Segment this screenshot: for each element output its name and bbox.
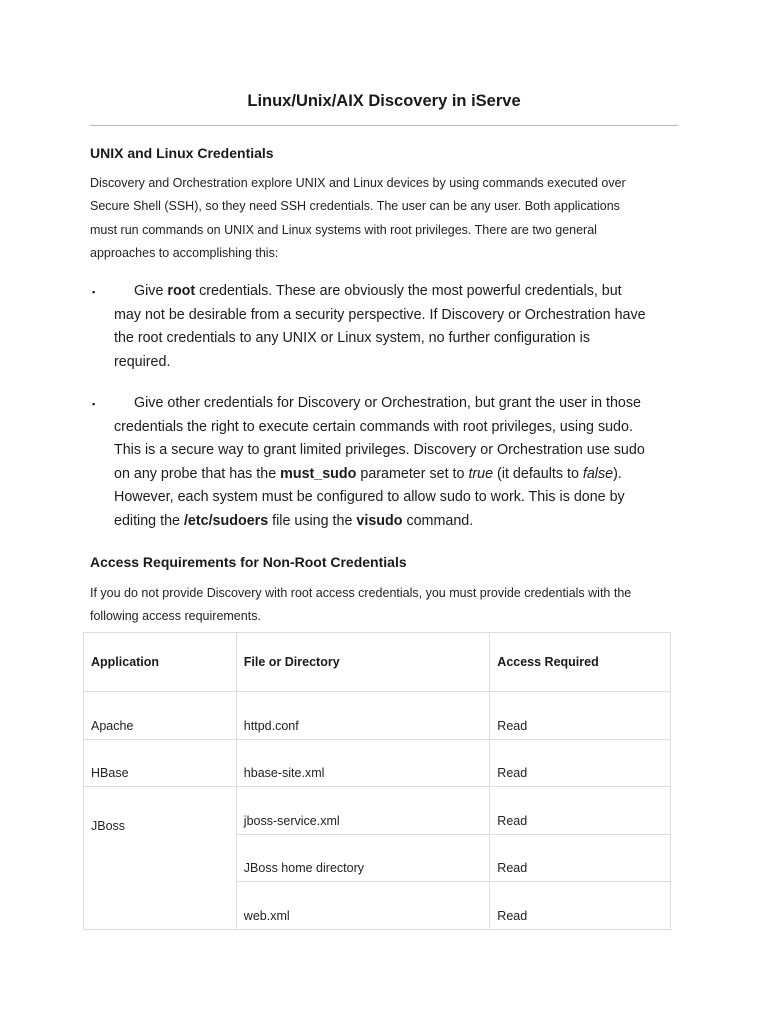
bold-etc-sudoers: /etc/sudoers bbox=[183, 512, 269, 529]
cell-file: JBoss home directory bbox=[236, 834, 490, 882]
table-row bbox=[84, 739, 671, 787]
cell-access: Read bbox=[490, 834, 671, 882]
paragraph-line: Discovery and Orchestration explore UNIX and Linux devices by using commands executed over bbox=[90, 176, 626, 190]
cell-application: JBoss bbox=[84, 787, 237, 930]
paragraph-line: following access requirements. bbox=[90, 609, 261, 624]
cell-file: web.xml bbox=[236, 882, 490, 930]
access-requirements-table bbox=[83, 632, 671, 930]
italic-false: false bbox=[582, 465, 614, 482]
cell-file: jboss-service.xml bbox=[236, 787, 490, 835]
credentials-intro-paragraph bbox=[90, 172, 680, 265]
bullet-square-icon: ▪ bbox=[92, 399, 96, 409]
cell-access: Read bbox=[490, 739, 671, 787]
paragraph-line: If you do not provide Discovery with root access credentials, you must provide credentials with the bbox=[90, 586, 632, 600]
page-title: Linux/Unix/AIX Discovery in iServe bbox=[247, 92, 521, 110]
bold-visudo: visudo bbox=[356, 512, 403, 529]
list-item-text: Give other credentials for Discovery or Orchestration, but grant the user in those credentials the right to execute certain commands with root privileges, using sudo. This is a secure way to grant limited privileges. Discovery or Orchestration use sudo on any probe that has the must_sudo parameter set to true (it defaults to false). However, each system must be configured to allow sudo to work. This is done by editing the /etc/sudoers file using the visudo command. bbox=[114, 395, 645, 529]
cell-file: httpd.conf bbox=[236, 692, 490, 740]
cell-access: Read bbox=[490, 787, 671, 835]
cell-application: Apache bbox=[84, 692, 237, 740]
table-row bbox=[84, 787, 671, 835]
paragraph-line: must run commands on UNIX and Linux systems with root privileges. There are two general bbox=[90, 222, 597, 237]
section-heading-credentials: UNIX and Linux Credentials bbox=[90, 145, 274, 161]
paragraph-line: approaches to accomplishing this: bbox=[90, 245, 279, 260]
title-divider bbox=[90, 125, 678, 126]
cell-access: Read bbox=[490, 692, 671, 740]
table-header-row bbox=[84, 633, 671, 692]
access-intro-paragraph bbox=[90, 582, 680, 629]
bold-root: root bbox=[167, 283, 196, 299]
table-row bbox=[84, 692, 671, 740]
italic-true: true bbox=[468, 465, 494, 482]
list-item-text: Give root credentials. These are obviously the most powerful credentials, but may not be desirable from a security perspective. If Discovery or Orchestration have the root credentials to any UNIX or Linux system, no further configuration is required. bbox=[114, 283, 646, 370]
cell-access: Read bbox=[490, 882, 671, 930]
column-header-file: File or Directory bbox=[236, 633, 490, 692]
paragraph-line: Secure Shell (SSH), so they need SSH credentials. The user can be any user. Both applications bbox=[90, 199, 620, 214]
bullet-square-icon: ▪ bbox=[92, 287, 96, 297]
column-header-application: Application bbox=[84, 633, 237, 692]
bold-must-sudo: must_sudo bbox=[280, 465, 357, 482]
cell-application: HBase bbox=[84, 739, 237, 787]
column-header-access: Access Required bbox=[490, 633, 671, 692]
cell-file: hbase-site.xml bbox=[236, 739, 490, 787]
section-heading-access-requirements: Access Requirements for Non-Root Credentials bbox=[90, 554, 407, 570]
